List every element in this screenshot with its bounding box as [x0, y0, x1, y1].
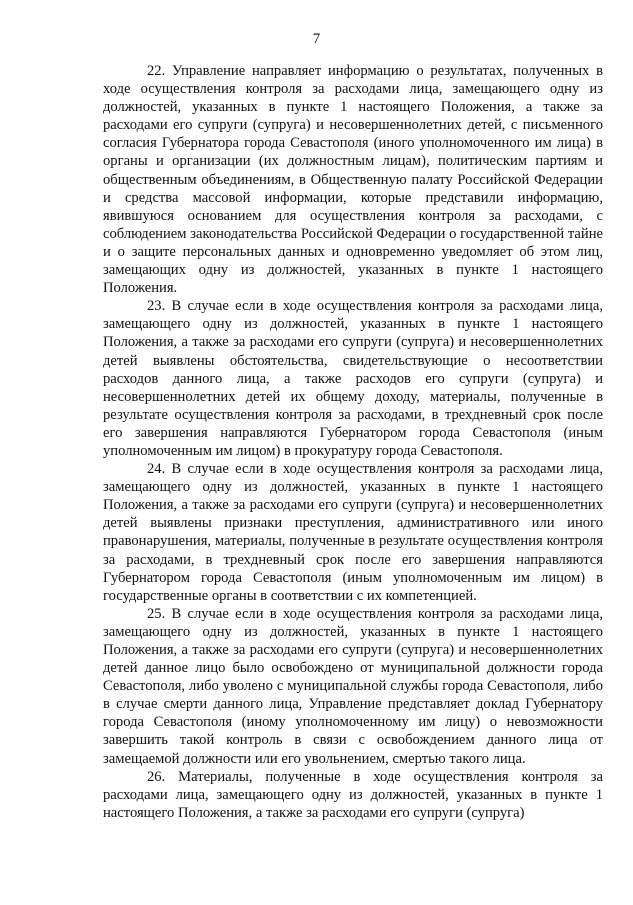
- paragraph-24: 24. В случае если в ходе осуществления контроля за расходами лица, замещающего одну из должностей, указанных в пункте 1 настоящего Положения, а также за расходами его супруги (супруга) и несовершеннолетних детей выявлены признаки преступления, административного или иного правонарушения, материалы, полученные в результате осуществления контроля за расходами, в трехдневный срок после его завершения направляются Губернатором города Севастополя (иным уполномоченным им лицом) в государственные органы в соответствии с их компетенцией.: [103, 461, 603, 604]
- paragraph-22: 22. Управление направляет информацию о результатах, полученных в ходе осуществления контроля за расходами лица, замещающего одну из должностей, указанных в пункте 1 настоящего Положения, а также за расходами его супруги (супруга) и несовершеннолетних детей, с письменного согласия Губернатора города Севастополя (иного уполномоченного им лица) в органы и организации (их должностным лицам), политическим партиям и общественным объединениям, в Общественную палату Российской Федерации и средства массовой информации, которые представили информацию, явившуюся основанием для осуществления контроля за расходами, с соблюдением законодательства Российской Федерации о государственной тайне и о защите персональных данных и одновременно уведомляет об этом лиц, замещающих одну из должностей, указанных в пункте 1 настоящего Положения.: [103, 63, 603, 297]
- paragraph-23: 23. В случае если в ходе осуществления контроля за расходами лица, замещающего одну из должностей, указанных в пункте 1 настоящего Положения, а также за расходами его супруги (супруга) и несовершеннолетних детей выявлены обстоятельства, свидетельствующие о несоответствии расходов данного лица, а также расходов его супруги (супруга) и несовершеннолетних детей их общему доходу, материалы, полученные в результате осуществления контроля за расходами, в трехдневный срок после его завершения направляются Губернатором города Севастополя (иным уполномоченным им лицом) в прокуратуру города Севастополя.: [103, 298, 603, 459]
- paragraph-26: 26. Материалы, полученные в ходе осуществления контроля за расходами лица, замещающего одну из должностей, указанных в пункте 1 настоящего Положения, а также за расходами его супруги (супруга): [103, 768, 603, 821]
- document-body: [103, 62, 603, 822]
- page-number: 7: [312, 31, 321, 47]
- paragraph-25: 25. В случае если в ходе осуществления контроля за расходами лица, замещающего одну из должностей, указанных в пункте 1 настоящего Положения, а также за расходами его супруги (супруга) и несовершеннолетних детей данное лицо было освобождено от муниципальной должности города Севастополя, либо уволено с муниципальной службы города Севастополя, либо в случае смерти данного лица, Управление представляет доклад Губернатору города Севастополя (иному уполномоченному им лицу) о невозможности завершить такой контроль в связи с освобождением данного лица от замещаемой должности или его увольнением, смертью такого лица.: [103, 605, 603, 767]
